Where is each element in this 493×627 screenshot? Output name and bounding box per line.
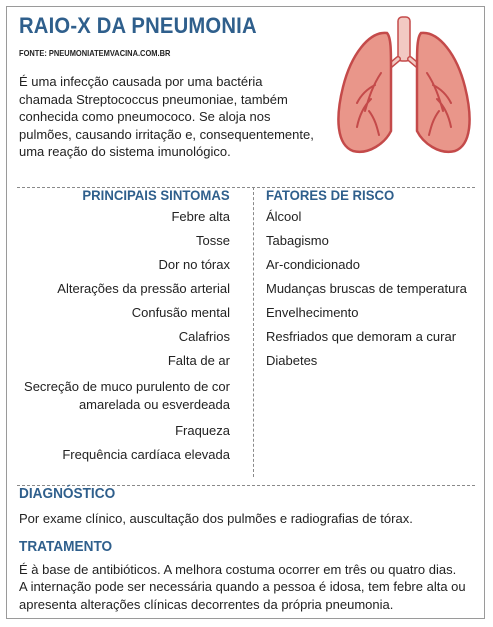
list-item: Frequência cardíaca elevada xyxy=(62,447,230,462)
list-item: Calafrios xyxy=(178,329,230,344)
list-item: Álcool xyxy=(266,209,302,224)
symptoms-heading: PRINCIPAIS SINTOMAS xyxy=(82,187,230,203)
page-title: RAIO-X DA PNEUMONIA xyxy=(19,13,257,38)
list-item: Resfriados que demoram a curar xyxy=(266,329,457,344)
diagnosis-text: Por exame clínico, auscultação dos pulmões e radiografias de tórax. xyxy=(19,511,413,526)
list-item: Tosse xyxy=(196,233,230,248)
intro-paragraph: É uma infecção causada por uma bactéria chamada Streptococcus pneumoniae, também conhecida como pneumococo. Se aloja nos pulmões, causando irritação e, consequentemente, uma reação do sistema imunológico. xyxy=(19,74,314,159)
list-item: Falta de ar xyxy=(167,353,230,368)
list-item: Febre alta xyxy=(171,209,230,224)
infographic-card xyxy=(6,6,485,619)
diagnosis-heading: DIAGNÓSTICO xyxy=(19,486,116,502)
treatment-heading: TRATAMENTO xyxy=(19,539,113,555)
list-item: Secreção de muco purulento de cor xyxy=(24,379,230,394)
list-item: Tabagismo xyxy=(266,233,329,248)
list-item: Mudanças bruscas de temperatura xyxy=(266,281,467,296)
list-item: Ar-condicionado xyxy=(266,257,360,272)
list-item: Diabetes xyxy=(266,353,318,368)
list-item: amarelada ou esverdeada xyxy=(78,397,230,412)
source-credit: FONTE: PNEUMONIATEMVACINA.COM.BR xyxy=(19,48,171,58)
list-item: Confusão mental xyxy=(131,305,230,320)
treatment-text-line1: É à base de antibióticos. A melhora costuma ocorrer em três ou quatro dias. xyxy=(19,562,457,577)
risks-heading: FATORES DE RISCO xyxy=(266,187,395,203)
treatment-text-line2: A internação pode ser necessária quando a pessoa é idosa, tem febre alta ou apresenta alterações clínicas decorrentes da própria pneumonia. xyxy=(19,579,466,612)
list-item: Fraqueza xyxy=(175,423,230,438)
column-divider xyxy=(253,187,254,477)
list-item: Alterações da pressão arterial xyxy=(57,281,230,296)
lungs-icon xyxy=(329,15,479,159)
list-item: Dor no tórax xyxy=(158,257,230,272)
list-item: Envelhecimento xyxy=(266,305,359,320)
